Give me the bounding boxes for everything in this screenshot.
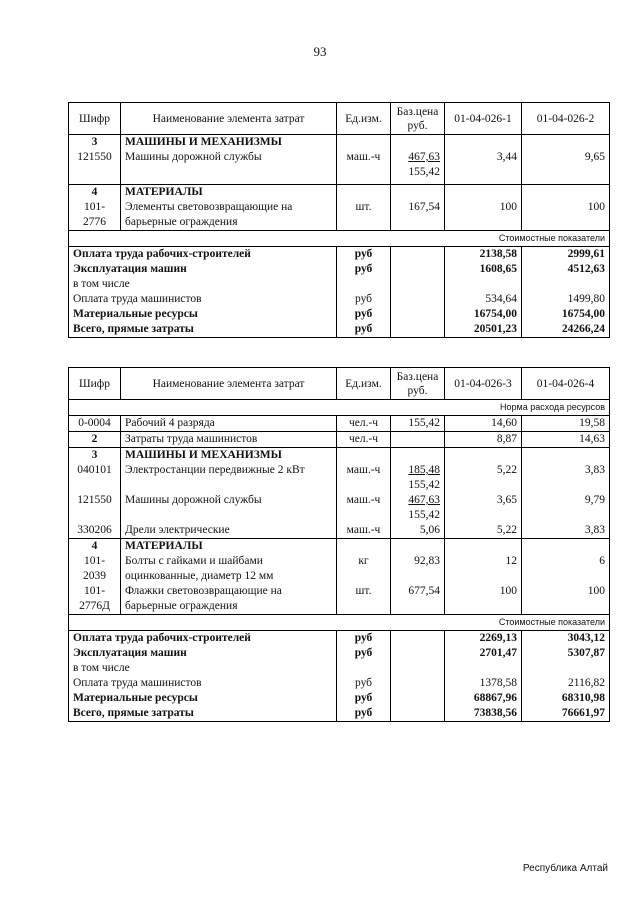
- norm-value-1: 100: [445, 200, 522, 231]
- norm-value-2: 6: [522, 554, 610, 584]
- group-number: 3: [69, 448, 121, 464]
- norm-value-1: 5,22: [445, 523, 522, 539]
- group-number: 3: [69, 135, 121, 151]
- resource-code: 0-0004: [69, 416, 121, 432]
- header-norm-code-2: 01-04-026-4: [522, 368, 610, 400]
- group-row: [69, 135, 610, 151]
- resource-price: 167,54: [391, 200, 445, 231]
- resource-unit: кг: [337, 554, 391, 584]
- section-header: [69, 231, 610, 247]
- table-row: [69, 150, 610, 180]
- resource-name: Затраты труда машинистов: [121, 432, 337, 448]
- resource-code: 101-2776: [69, 200, 121, 231]
- summary-row: [69, 631, 610, 647]
- summary-row: [69, 691, 610, 706]
- group-row: [69, 185, 610, 201]
- norm-value-2: 3,83: [522, 523, 610, 539]
- footer-region: Республика Алтай: [522, 863, 608, 874]
- summary-row: [69, 322, 610, 338]
- norm-value-2: 100: [522, 200, 610, 231]
- header-code: Шифр: [69, 103, 121, 135]
- norm-value-2: 14,63: [522, 432, 610, 448]
- section-label: Стоимостные показатели: [69, 231, 610, 247]
- summary-unit: руб: [337, 646, 391, 661]
- summary-value-1: 16754,00: [445, 307, 522, 322]
- cost-table-2: [68, 367, 610, 722]
- summary-unit: руб: [337, 676, 391, 691]
- summary-name: Материальные ресурсы: [69, 307, 337, 322]
- resource-unit: маш.-ч: [337, 523, 391, 539]
- resource-unit: чел.-ч: [337, 416, 391, 432]
- norm-value-1: 5,22: [445, 463, 522, 493]
- resource-name: Машины дорожной службы: [121, 150, 337, 180]
- resource-price: 92,83: [391, 554, 445, 584]
- summary-name: в том числе: [69, 661, 337, 676]
- norm-value-2: 19,58: [522, 416, 610, 432]
- norm-value-1: 100: [445, 584, 522, 615]
- summary-name: Оплата труда машинистов: [69, 676, 337, 691]
- summary-value-1: 1608,65: [445, 262, 522, 277]
- summary-name: Материальные ресурсы: [69, 691, 337, 706]
- summary-unit: руб: [337, 292, 391, 307]
- section-header: [69, 615, 610, 631]
- summary-row: [69, 676, 610, 691]
- group-number: 4: [69, 185, 121, 201]
- resource-code: 2: [69, 432, 121, 448]
- resource-name: Рабочий 4 разряда: [121, 416, 337, 432]
- header-base-price: Баз.цена руб.: [391, 103, 445, 135]
- summary-value-1: 20501,23: [445, 322, 522, 338]
- summary-row: [69, 277, 610, 292]
- summary-row: [69, 646, 610, 661]
- summary-value-1: 2138,58: [445, 247, 522, 263]
- summary-value-2: 3043,12: [522, 631, 610, 647]
- summary-name: Оплата труда рабочих-строителей: [69, 247, 337, 263]
- summary-value-1: 2269,13: [445, 631, 522, 647]
- summary-value-1: 534,64: [445, 292, 522, 307]
- summary-unit: руб: [337, 262, 391, 277]
- resource-unit: шт.: [337, 200, 391, 231]
- norm-value-2: 3,83: [522, 463, 610, 493]
- summary-value-1: 1378,58: [445, 676, 522, 691]
- resource-code: 121550: [69, 150, 121, 180]
- resource-code: 101-2039: [69, 554, 121, 584]
- section-label: Стоимостные показатели: [69, 615, 610, 631]
- resource-code: 101-2776Д: [69, 584, 121, 615]
- summary-name: Оплата труда рабочих-строителей: [69, 631, 337, 647]
- summary-value-2: 5307,87: [522, 646, 610, 661]
- resource-unit: шт.: [337, 584, 391, 615]
- summary-value-2: 1499,80: [522, 292, 610, 307]
- resource-price: 467,63 155,42: [391, 493, 445, 523]
- section-label: Норма расхода ресурсов: [69, 400, 610, 416]
- header-norm-code-1: 01-04-026-3: [445, 368, 522, 400]
- header-code: Шифр: [69, 368, 121, 400]
- table-row: [69, 584, 610, 615]
- section-header: [69, 400, 610, 416]
- summary-value-2: 16754,00: [522, 307, 610, 322]
- page-number: 93: [313, 44, 327, 59]
- table-row: [69, 200, 610, 231]
- summary-value-2: 76661,97: [522, 706, 610, 722]
- summary-value-2: 2116,82: [522, 676, 610, 691]
- summary-value-1: 2701,47: [445, 646, 522, 661]
- resource-name: Дрели электрические: [121, 523, 337, 539]
- resource-name: Флажки световозвращающие на барьерные ограждения: [121, 584, 337, 615]
- summary-row: [69, 292, 610, 307]
- group-title: МАТЕРИАЛЫ: [121, 185, 337, 201]
- header-norm-code-2: 01-04-026-2: [522, 103, 610, 135]
- resource-price: 677,54: [391, 584, 445, 615]
- resource-price: 185,48 155,42: [391, 463, 445, 493]
- resource-code: 330206: [69, 523, 121, 539]
- summary-unit: руб: [337, 247, 391, 263]
- summary-name: Эксплуатация машин: [69, 646, 337, 661]
- cost-table-1: [68, 102, 610, 338]
- table-row: [69, 463, 610, 493]
- summary-name: Оплата труда машинистов: [69, 292, 337, 307]
- resource-unit: маш.-ч: [337, 150, 391, 180]
- resource-name: Болты с гайками и шайбами оцинкованные, диаметр 12 мм: [121, 554, 337, 584]
- summary-value-2: 68310,98: [522, 691, 610, 706]
- group-title: МАШИНЫ И МЕХАНИЗМЫ: [121, 135, 337, 151]
- group-row: [69, 539, 610, 555]
- group-row: [69, 448, 610, 464]
- summary-row: [69, 706, 610, 722]
- group-title: МАШИНЫ И МЕХАНИЗМЫ: [121, 448, 337, 464]
- header-unit: Ед.изм.: [337, 368, 391, 400]
- norm-value-2: 100: [522, 584, 610, 615]
- group-number: 4: [69, 539, 121, 555]
- resource-code: 121550: [69, 493, 121, 523]
- norm-value-1: 8,87: [445, 432, 522, 448]
- norm-value-1: 3,44: [445, 150, 522, 180]
- resource-unit: чел.-ч: [337, 432, 391, 448]
- summary-unit: руб: [337, 307, 391, 322]
- header-base-price: Баз.цена руб.: [391, 368, 445, 400]
- summary-value-2: 2999,61: [522, 247, 610, 263]
- summary-value-1: 73838,56: [445, 706, 522, 722]
- summary-name: в том числе: [69, 277, 337, 292]
- group-title: МАТЕРИАЛЫ: [121, 539, 337, 555]
- header-norm-code-1: 01-04-026-1: [445, 103, 522, 135]
- summary-name: Всего, прямые затраты: [69, 706, 337, 722]
- header-unit: Ед.изм.: [337, 103, 391, 135]
- header-name: Наименование элемента затрат: [121, 368, 337, 400]
- summary-value-2: 4512,63: [522, 262, 610, 277]
- summary-unit: руб: [337, 706, 391, 722]
- summary-value-1: 68867,96: [445, 691, 522, 706]
- resource-name: Элементы световозвращающие на барьерные ограждения: [121, 200, 337, 231]
- summary-value-2: 24266,24: [522, 322, 610, 338]
- resource-unit: маш.-ч: [337, 493, 391, 523]
- resource-price: 5,06: [391, 523, 445, 539]
- summary-row: [69, 262, 610, 277]
- summary-unit: руб: [337, 631, 391, 647]
- resource-code: 040101: [69, 463, 121, 493]
- norm-value-2: 9,65: [522, 150, 610, 180]
- resource-unit: маш.-ч: [337, 463, 391, 493]
- norm-value-1: 14,60: [445, 416, 522, 432]
- summary-name: Эксплуатация машин: [69, 262, 337, 277]
- resource-name: Машины дорожной службы: [121, 493, 337, 523]
- summary-row: [69, 661, 610, 676]
- summary-name: Всего, прямые затраты: [69, 322, 337, 338]
- table-row: [69, 416, 610, 432]
- summary-unit: руб: [337, 691, 391, 706]
- summary-unit: руб: [337, 322, 391, 338]
- table-row: [69, 554, 610, 584]
- summary-row: [69, 247, 610, 263]
- norm-value-1: 3,65: [445, 493, 522, 523]
- resource-price: 155,42: [391, 416, 445, 432]
- norm-value-1: 12: [445, 554, 522, 584]
- summary-row: [69, 307, 610, 322]
- resource-price: 467,63 155,42: [391, 150, 445, 180]
- resource-name: Электростанции передвижные 2 кВт: [121, 463, 337, 493]
- header-name: Наименование элемента затрат: [121, 103, 337, 135]
- norm-value-2: 9,79: [522, 493, 610, 523]
- table-row: [69, 523, 610, 539]
- table-row: [69, 493, 610, 523]
- table-row: [69, 432, 610, 448]
